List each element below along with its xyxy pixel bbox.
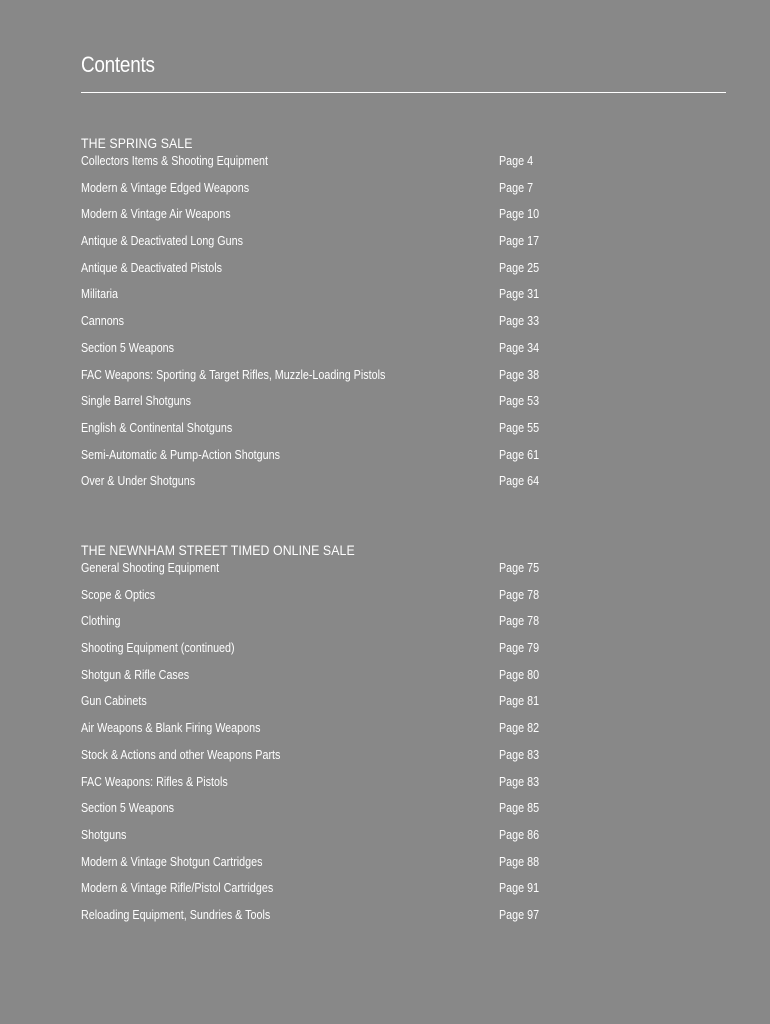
toc-entry-page: Page 88 <box>499 854 540 869</box>
toc-entry[interactable] <box>81 154 726 181</box>
toc-entry[interactable] <box>81 261 726 288</box>
toc-entry-label: FAC Weapons: Sporting & Target Rifles, Muzzle-Loading Pistols <box>81 367 386 382</box>
toc-entry[interactable] <box>81 207 726 234</box>
toc-entry-page: Page 85 <box>499 801 540 816</box>
toc-entry-page: Page 7 <box>499 180 534 195</box>
toc-entry[interactable] <box>81 668 726 695</box>
toc-entry-page: Page 38 <box>499 367 540 382</box>
toc-entry[interactable] <box>81 775 726 802</box>
toc-entry[interactable] <box>81 748 726 775</box>
toc-entry-page: Page 75 <box>499 561 540 575</box>
toc-entry[interactable] <box>81 855 726 882</box>
toc-entry-page: Page 34 <box>499 340 540 355</box>
toc-entry-page: Page 78 <box>499 587 540 602</box>
toc-entry-label: Gun Cabinets <box>81 694 147 709</box>
toc-entry-label: Single Barrel Shotguns <box>81 394 191 409</box>
toc-entry[interactable] <box>81 234 726 261</box>
toc-list <box>81 561 726 935</box>
toc-entry-page: Page 78 <box>499 614 540 629</box>
toc-entry-label: Semi-Automatic & Pump-Action Shotguns <box>81 447 280 462</box>
toc-entry-page: Page 79 <box>499 641 540 656</box>
toc-entry[interactable] <box>81 694 726 721</box>
toc-entry[interactable] <box>81 588 726 615</box>
toc-entry-label: Militaria <box>81 287 119 302</box>
toc-entry-page: Page 31 <box>499 287 540 302</box>
toc-entry-label: Collectors Items & Shooting Equipment <box>81 154 269 168</box>
toc-entry-label: Modern & Vintage Air Weapons <box>81 207 231 222</box>
toc-entry-label: Section 5 Weapons <box>81 801 175 816</box>
toc-entry-label: Clothing <box>81 614 121 629</box>
toc-entry-page: Page 91 <box>499 881 540 896</box>
toc-entry-page: Page 10 <box>499 207 540 222</box>
toc-entry[interactable] <box>81 368 726 395</box>
toc-entry-label: Shotguns <box>81 827 127 842</box>
toc-entry[interactable] <box>81 181 726 208</box>
toc-entry-label: Antique & Deactivated Long Guns <box>81 234 243 249</box>
toc-entry[interactable] <box>81 421 726 448</box>
toc-entry-label: Shooting Equipment (continued) <box>81 641 235 656</box>
toc-entry[interactable] <box>81 561 726 588</box>
toc-entry[interactable] <box>81 641 726 668</box>
section-spring-sale <box>81 132 726 501</box>
toc-entry[interactable] <box>81 801 726 828</box>
toc-entry-page: Page 86 <box>499 827 540 842</box>
toc-entry[interactable] <box>81 314 726 341</box>
toc-entry[interactable] <box>81 828 726 855</box>
toc-entry-label: Scope & Optics <box>81 587 156 602</box>
toc-entry-label: Antique & Deactivated Pistols <box>81 260 223 275</box>
toc-entry-page: Page 17 <box>499 234 540 249</box>
toc-entry[interactable] <box>81 908 726 935</box>
toc-entry[interactable] <box>81 448 726 475</box>
toc-entry-page: Page 61 <box>499 447 540 462</box>
toc-entry-page: Page 83 <box>499 747 540 762</box>
toc-entry[interactable] <box>81 474 726 501</box>
toc-entry-label: Section 5 Weapons <box>81 340 175 355</box>
toc-entry-label: Reloading Equipment, Sundries & Tools <box>81 907 271 922</box>
toc-entry-label: Over & Under Shotguns <box>81 474 196 489</box>
toc-entry-page: Page 25 <box>499 260 540 275</box>
toc-entry[interactable] <box>81 341 726 368</box>
toc-entry-label: Shotgun & Rifle Cases <box>81 667 190 682</box>
toc-entry-page: Page 55 <box>499 420 540 435</box>
toc-entry[interactable] <box>81 881 726 908</box>
toc-entry[interactable] <box>81 394 726 421</box>
toc-entry-page: Page 33 <box>499 314 540 329</box>
toc-list <box>81 154 726 501</box>
toc-entry-label: General Shooting Equipment <box>81 561 220 575</box>
toc-entry-label: Modern & Vintage Shotgun Cartridges <box>81 854 263 869</box>
toc-entry[interactable] <box>81 721 726 748</box>
section-newnham-street-online-sale <box>81 539 726 935</box>
toc-entry-label: English & Continental Shotguns <box>81 420 233 435</box>
toc-entry-page: Page 81 <box>499 694 540 709</box>
toc-entry-page: Page 82 <box>499 721 540 736</box>
toc-entry-page: Page 53 <box>499 394 540 409</box>
section-heading: THE NEWNHAM STREET TIMED ONLINE SALE <box>81 542 355 558</box>
toc-entry-page: Page 4 <box>499 154 534 168</box>
toc-entry-label: Modern & Vintage Rifle/Pistol Cartridges <box>81 881 274 896</box>
toc-entry-label: Modern & Vintage Edged Weapons <box>81 180 250 195</box>
title-divider <box>81 92 726 93</box>
page-title: Contents <box>81 52 155 77</box>
toc-entry-page: Page 97 <box>499 907 540 922</box>
section-heading: THE SPRING SALE <box>81 135 193 151</box>
toc-entry-page: Page 80 <box>499 667 540 682</box>
toc-entry-page: Page 64 <box>499 474 540 489</box>
toc-entry-label: Cannons <box>81 314 125 329</box>
toc-entry[interactable] <box>81 287 726 314</box>
toc-entry[interactable] <box>81 614 726 641</box>
toc-entry-page: Page 83 <box>499 774 540 789</box>
toc-entry-label: FAC Weapons: Rifles & Pistols <box>81 774 228 789</box>
toc-entry-label: Stock & Actions and other Weapons Parts <box>81 747 281 762</box>
toc-entry-label: Air Weapons & Blank Firing Weapons <box>81 721 261 736</box>
